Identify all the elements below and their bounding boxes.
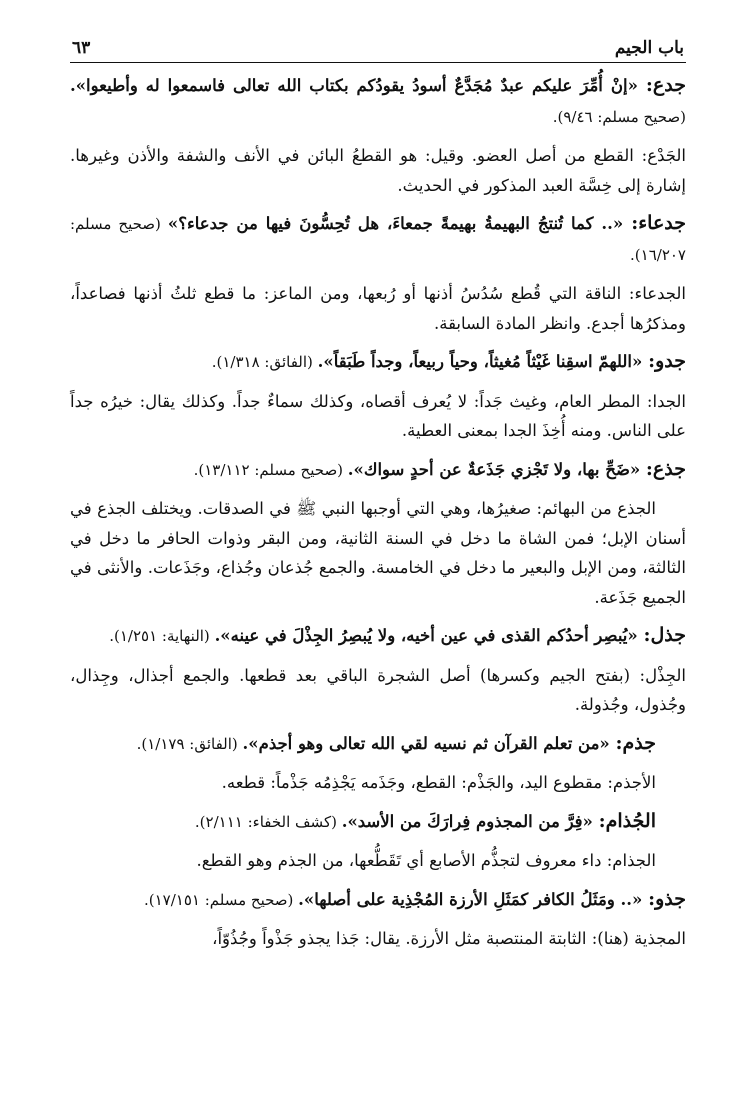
headword: جذع: <box>645 457 686 480</box>
entry-hadith <box>70 209 686 270</box>
entry-explanation: الجدعاء: الناقة التي قُطع سُدُسُ أذنها أو رُبعها، ومن الماعز: ما قطع ثلثُ أذنها فصاعداً، ومذكرُها أجدع. وانظر المادة السابقة. <box>70 284 686 333</box>
entry-explanation: الجذع من البهائم: صغيرُها، وهي التي أوجبها النبي ﷺ في الصدقات. ويختلف الجذع في أسنان الإبل؛ فمن الشاة ما دخل في السنة الثانية، ومن البقر وذوات الحافر ما دخل في الثالثة، ومن الإبل والبعير ما دخل في الخامسة. والجمع جُذعان وجُذاع، وجَذَعات. والأنثى في الجميع جَذَعة. <box>70 499 686 607</box>
source-ref: (الفائق: ١/١٧٩). <box>136 734 243 753</box>
headword: جدع: <box>645 74 686 96</box>
chapter-title: باب الجيم <box>614 38 684 58</box>
entry-explanation: المجذية (هنا): الثابتة المنتصبة مثل الأرزة. يقال: جَذا يجذو جَذْواً وجُذُوّاً، <box>212 929 686 948</box>
entry-hadith <box>70 347 686 378</box>
hadith-quote: «اللهمّ اسقِنا غَيْثاً مُغيثاً، وحياً ربيعاً، وجداً طَبَقاً». <box>317 352 649 371</box>
entry-hadith <box>70 455 686 486</box>
source-ref: (صحيح مسلم: ١٦/٢٠٧). <box>70 215 686 264</box>
headword: الجُذام: <box>598 809 656 832</box>
headword: جذل: <box>643 624 686 646</box>
source-ref: (صحيح مسلم: ١٧/١٥١). <box>143 890 299 909</box>
source-ref: (صحيح مسلم: ١٣/١١٢). <box>193 460 348 479</box>
hadith-quote: «يُبصِر أحدُكم القذى في عين أخيه، ولا يُبصِرُ الجِذْلَ في عينه». <box>214 626 644 645</box>
headword: جدعاء: <box>631 212 686 234</box>
entry-explanation: الجذام: داء معروف لتجذُّم الأصابع أي تَقَطُّعها، من الجذم وهو القطع. <box>196 851 656 870</box>
hadith-quote: «ضَحِّ بها، ولا تَجْزي جَذَعةٌ عن أحدٍ سواك». <box>347 459 646 479</box>
entry-hadith <box>70 71 686 132</box>
entry-explanation: الجَدْع: القطع من أصل العضو. وقيل: هو القطعُ البائن في الأنف والشفة والأذن وغيرها. إشارة إلى خِسَّة العبد المذكور في الحديث. <box>70 146 686 195</box>
hadith-quote: «فِرَّ من المجذوم فِرارَكَ من الأسد». <box>341 811 599 831</box>
headword: جذم: <box>615 731 656 754</box>
source-ref: (صحيح مسلم: ٩/٤٦). <box>552 107 686 126</box>
entry-explanation: الجِذْل: (بفتح الجيم وكسرها) أصل الشجرة الباقي بعد قطعها. والجمع أجذال، وجِذال، وجُذول، وجُذولة. <box>70 665 686 714</box>
page-number: ٦٣ <box>72 38 91 58</box>
entry-hadith <box>70 807 686 838</box>
entry-explanation: الجدا: المطر العام، وغيث جَداً: لا يُعرف أقصاه، وكذلك سماءٌ جداً. وكذلك يقال: خيرُه جداً على الناس. ومنه أُخِذَ الجدا بمعنى العطية. <box>70 391 686 440</box>
entry-hadith <box>70 729 686 760</box>
source-ref: (الفائق: ١/٣١٨). <box>211 353 318 371</box>
hadith-quote: «إنْ أُمِّرَ عليكم عبدٌ مُجَدَّعٌ أسودُ يقودُكم بكتاب الله تعالى فاسمعوا له وأطيعوا». <box>70 76 646 95</box>
hadith-quote: «من تعلم القرآن ثم نسيه لقي الله تعالى وهو أجذم». <box>242 733 616 753</box>
entry-explanation: الأجذم: مقطوع اليد، والجَذْم: القطع، وجَذَمه يَجْذِمُه جَذْماً: قطعه. <box>221 773 656 792</box>
entry-hadith <box>70 621 686 652</box>
source-ref: (النهاية: ١/٢٥١). <box>109 627 215 645</box>
entry-hadith <box>70 885 686 916</box>
source-ref: (كشف الخفاء: ٢/١١١). <box>194 812 342 831</box>
headword: جذو: <box>648 887 686 910</box>
hadith-quote: «.. ومَثَلُ الكافر كمَثَلِ الأرزة المُجْذِية على أصلها». <box>298 889 649 909</box>
page <box>70 38 686 963</box>
headword: جدو: <box>648 350 686 372</box>
hadith-quote: «.. كما تُنتجُ البهيمةُ بهيمةً جمعاءَ، هل تُحِسُّونَ فيها من جدعاء؟» <box>167 214 632 233</box>
page-header <box>70 38 686 63</box>
entries <box>70 71 686 954</box>
